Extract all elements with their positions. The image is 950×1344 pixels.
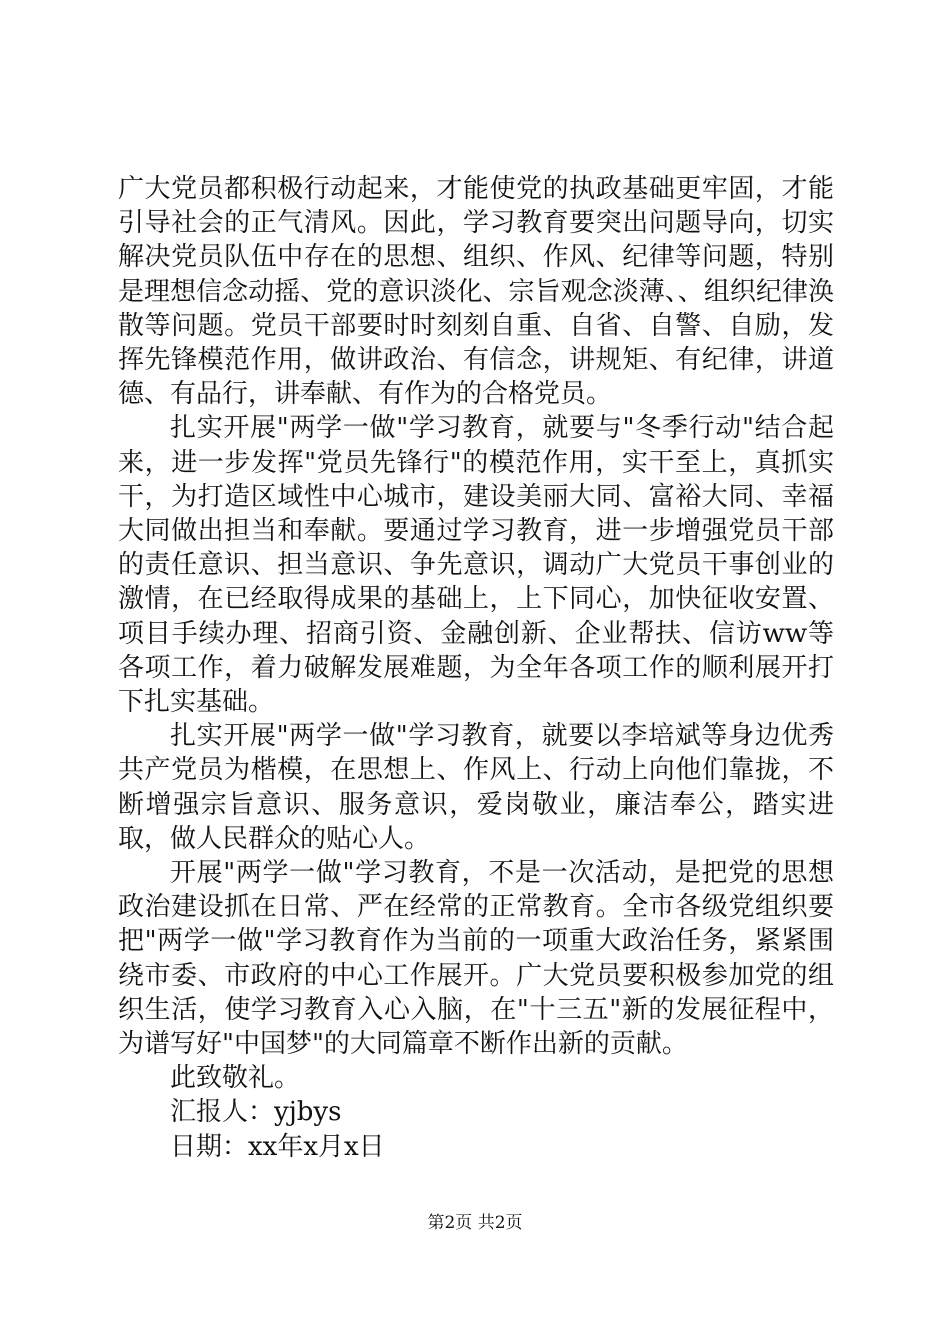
paragraph-regular-education: 开展"两学一做"学习教育，不是一次活动，是把党的思想政治建设抓在日常、严在经常的正常教育。全市各级党组织要把"两学一做"学习教育作为当前的一项重大政治任务，紧紧围绕市委、市政府的中心工作展开。广大党员要积极参加党的组织生活，使学习教育入心入脑，在"十三五"新的发展征程中，为谱写好"中国梦"的大同篇章不断作出新的贡献。	[118, 858, 834, 1060]
page-number-label: 第2页 共2页	[427, 1213, 523, 1233]
paragraph-role-model: 扎实开展"两学一做"学习教育，就要以李培斌等身边优秀共产党员为楷模，在思想上、作风上、行动上向他们靠拢，不断增强宗旨意识、服务意识，爱岗敬业，廉洁奉公，踏实进取，做人民群众的贴心人。	[118, 721, 834, 854]
closing-salutation: 此致敬礼。	[170, 1063, 301, 1094]
paragraph-winter-action: 扎实开展"两学一做"学习教育，就要与"冬季行动"结合起来，进一步发挥"党员先锋行"的模范作用，实干至上，真抓实干，为打造区域性中心城市，建设美丽大同、富裕大同、幸福大同做出担当和奉献。要通过学习教育，进一步增强党员干部的责任意识、担当意识、争先意识，调动广大党员干事创业的激情，在已经取得成果的基础上，上下同心，加快征收安置、项目手续办理、招商引资、金融创新、企业帮扶、信访ww等各项工作，着力破解发展难题，为全年各项工作的顺利展开打下扎实基础。	[118, 413, 834, 718]
page-footer	[0, 1212, 950, 1234]
document-body	[118, 172, 834, 1164]
date-line: 日期：xx年x月x日	[170, 1131, 385, 1162]
paragraph-first: 广大党员都积极行动起来，才能使党的执政基础更牢固，才能引导社会的正气清风。因此，学习教育要突出问题导向，切实解决党员队伍中存在的思想、组织、作风、纪律等问题，特别是理想信念动摇、党的意识淡化、宗旨观念淡薄、、组织纪律涣散等问题。党员干部要时时刻刻自重、自省、自警、自励，发挥先锋模范作用，做讲政治、有信念，讲规矩、有纪律，讲道德、有品行，讲奉献、有作为的合格党员。	[118, 174, 834, 410]
reporter-line: 汇报人：yjbys	[170, 1097, 342, 1128]
